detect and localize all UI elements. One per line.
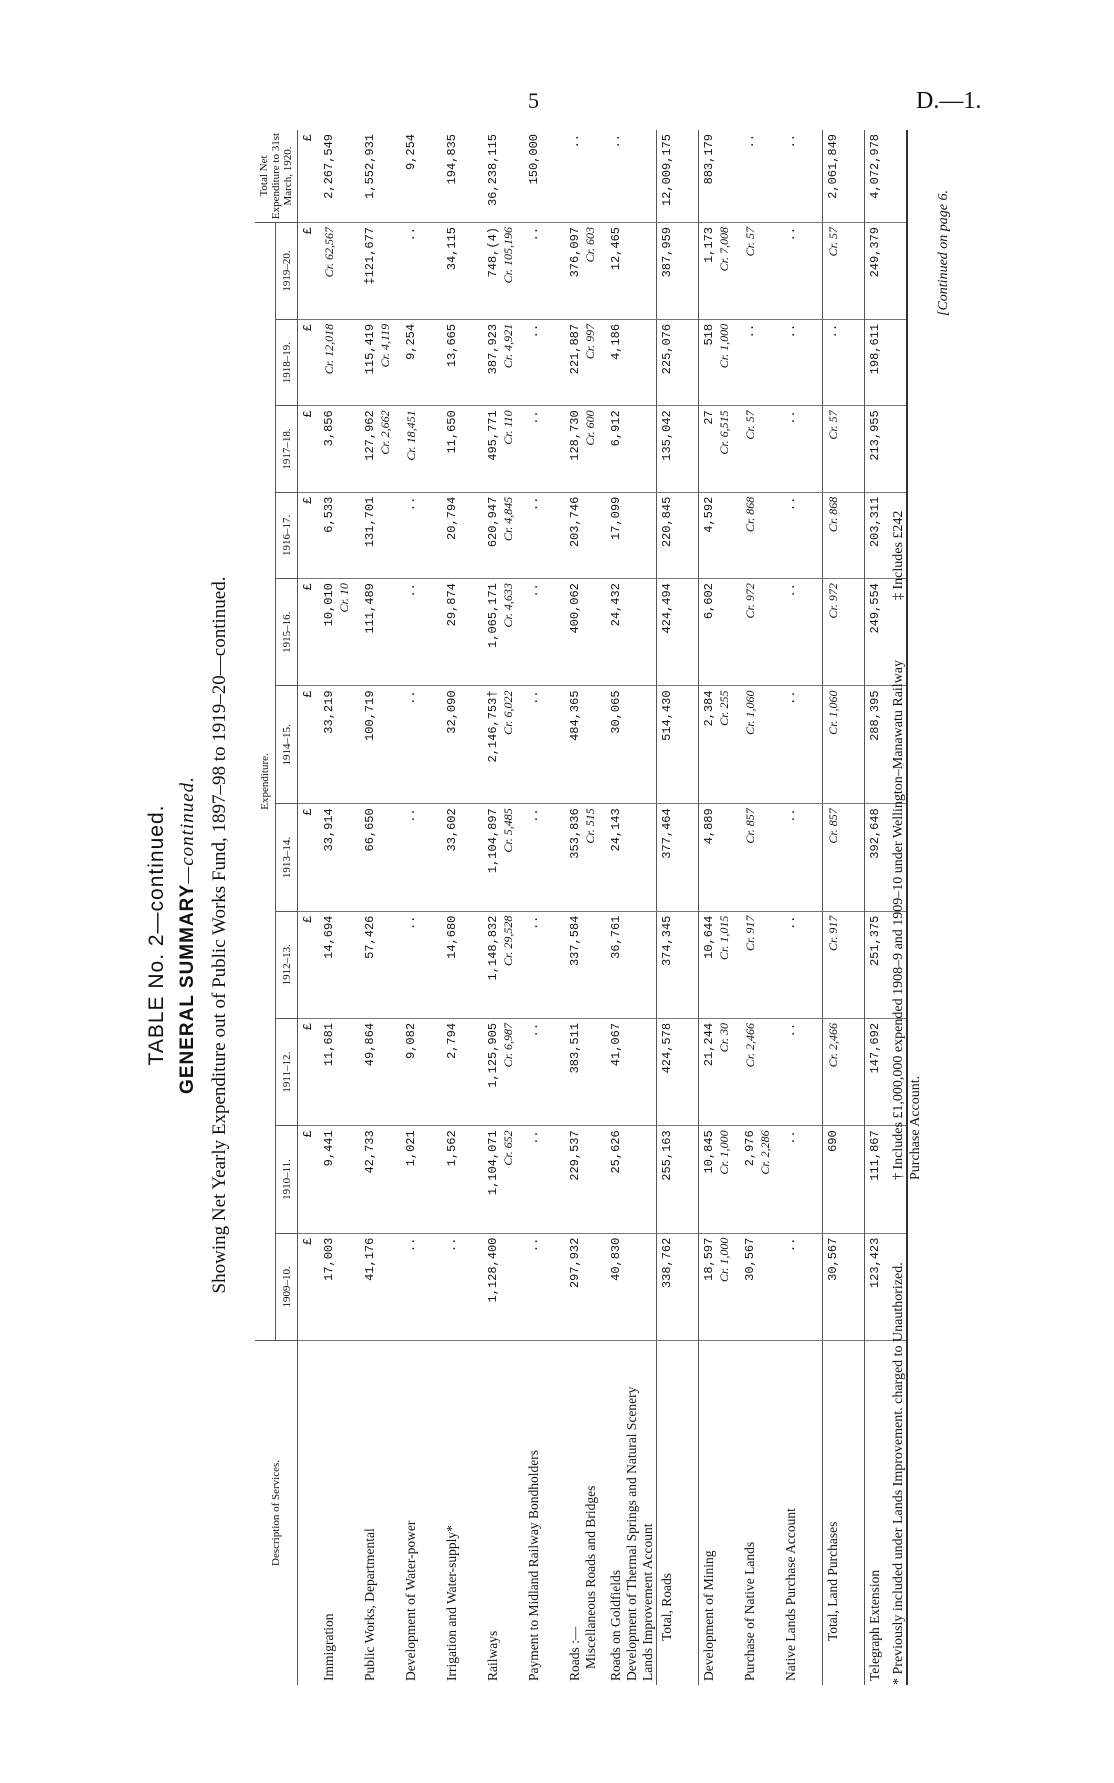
cell-value: Cr. 57 (823, 223, 865, 320)
cell-value: 10,845 Cr. 1,000 (699, 1126, 741, 1233)
table-row (565, 130, 606, 1685)
cell-value: 14,694 (319, 911, 360, 1018)
cell-value: 32,090 (442, 686, 483, 804)
cell-value: 111,867 (865, 1126, 908, 1233)
cell-value: .. (401, 804, 442, 911)
cell-value: ‡121,677 (360, 223, 401, 320)
currency-symbol: £ (298, 130, 320, 223)
row-description: Native Lands Purchase Account (783, 1508, 798, 1681)
cell-value: 424,578 (657, 1018, 699, 1125)
currency-symbol: £ (298, 1018, 320, 1125)
row-description: Immigration (321, 1613, 336, 1681)
cell-value: 14,680 (442, 911, 483, 1018)
cell-value: 131,701 (360, 492, 401, 578)
cell-value: 18,597 Cr. 1,000 (699, 1233, 741, 1340)
cell-value: .. (524, 492, 565, 578)
year-header: 1915–16. (276, 579, 298, 686)
cell-value: .. (781, 319, 823, 405)
year-header: 1918–19. (276, 319, 298, 405)
cell-value: 620,947 Cr. 4,845 (483, 492, 524, 578)
cell-value: 337,584 (565, 911, 606, 1018)
cell-value: Cr. 62,567 (319, 223, 360, 320)
cell-value: Cr. 57 (740, 406, 781, 492)
cell-value: 338,762 (657, 1233, 699, 1340)
cell-value: 11,650 (442, 406, 483, 492)
table-row (524, 130, 565, 1685)
document-code: D.—1. (916, 88, 982, 114)
cell-value: 6,912 (606, 406, 657, 492)
row-description: Telegraph Extension (865, 1341, 908, 1686)
cell-value: 203,311 (865, 492, 908, 578)
cell-value: Cr. 57 (823, 406, 865, 492)
cell-value: .. (524, 804, 565, 911)
cell-value: 24,143 (606, 804, 657, 911)
cell-value: 36,238,115 (483, 130, 524, 223)
cell-value: .. (524, 223, 565, 320)
year-header: 1914–15. (276, 686, 298, 804)
row-description: Roads on Goldfields Development of Thermal Springs and Natural Scenery Lands Improvement Account (608, 1386, 655, 1681)
cell-value: 4,592 (699, 492, 741, 578)
cell-value: 41,067 (606, 1018, 657, 1125)
cell-value: 1,148,832 Cr. 29,528 (483, 911, 524, 1018)
cell-value: 194,835 (442, 130, 483, 223)
subtitle-continued: —continued. (177, 776, 198, 884)
footnote-star: * Previously included under Lands Improvement. charged to Unauthorized. (891, 1262, 906, 1685)
cell-value: .. (524, 406, 565, 492)
currency-symbol: £ (298, 804, 320, 911)
cell-value: 24,432 (606, 579, 657, 686)
cell-value: 2,976 Cr. 2,286 (740, 1126, 781, 1233)
cell-value: 66,650 (360, 804, 401, 911)
cell-value: 25,626 (606, 1126, 657, 1233)
cell-value: 12,465 (606, 223, 657, 320)
cell-value: Cr. 1,060 (823, 686, 865, 804)
cell-value: 49,864 (360, 1018, 401, 1125)
cell-value: 2,384 Cr. 255 (699, 686, 741, 804)
year-header: 1919–20. (276, 223, 298, 320)
cell-value: 6,533 (319, 492, 360, 578)
cell-value: 33,914 (319, 804, 360, 911)
cell-value: 36,761 (606, 911, 657, 1018)
cell-value: 147,692 (865, 1018, 908, 1125)
cell-value: 10,644 Cr. 1,015 (699, 911, 741, 1018)
cell-value: 1,552,931 (360, 130, 401, 223)
table-row (360, 130, 401, 1685)
cell-value: .. (781, 1233, 823, 1340)
cell-value: 220,845 (657, 492, 699, 578)
cell-value: 11,681 (319, 1018, 360, 1125)
cell-value: .. (823, 319, 865, 405)
cell-value: Cr. 972 (740, 579, 781, 686)
cell-value: .. (740, 319, 781, 405)
cell-value: 288,395 (865, 686, 908, 804)
cell-value: Cr. 857 (740, 804, 781, 911)
row-description: Development of Mining (701, 1550, 716, 1681)
table-subtitle (177, 130, 199, 1740)
cell-value: Cr. 57 (740, 223, 781, 320)
cell-value: 100,719 (360, 686, 401, 804)
cell-value: 1,065,171 Cr. 4,633 (483, 579, 524, 686)
cell-value: 2,794 (442, 1018, 483, 1125)
cell-value: 150,000 (524, 130, 565, 223)
cell-value: 4,072,978 (865, 130, 908, 223)
cell-value: .. (781, 686, 823, 804)
footnote-dagger: † Includes £1,000,000 expended 1908–9 and 1909–10 under Wellington–Manawatu Railway Purchase Account. (891, 659, 923, 1180)
year-header: 1911–12. (276, 1018, 298, 1125)
cell-value: .. (781, 492, 823, 578)
cell-value: 27 Cr. 6,515 (699, 406, 741, 492)
cell-value: 514,430 (657, 686, 699, 804)
cell-value: 1,021 (401, 1126, 442, 1233)
cell-value: 883,179 (699, 130, 741, 223)
cell-value: 34,115 (442, 223, 483, 320)
row-description: Purchase of Native Lands (742, 1541, 757, 1681)
cell-value: 135,042 (657, 406, 699, 492)
cell-value: 374,345 (657, 911, 699, 1018)
table-row (483, 130, 524, 1685)
cell-value: .. (401, 686, 442, 804)
total-header: Total Net Expenditure to 31st March, 1920. (255, 130, 298, 223)
table-description: Showing Net Yearly Expenditure out of Public Works Fund, 1897–98 to 1919–20—continued. (209, 576, 230, 1294)
cell-value: 1,128,400 (483, 1233, 524, 1340)
cell-value: 484,365 (565, 686, 606, 804)
cell-value: 495,771 Cr. 110 (483, 406, 524, 492)
cell-value: 57,426 (360, 911, 401, 1018)
cell-value: .. (781, 223, 823, 320)
cell-value: .. (524, 911, 565, 1018)
cell-value: .. (401, 223, 442, 320)
cell-value: 251,375 (865, 911, 908, 1018)
row-description: Total, Roads (657, 1341, 699, 1686)
cell-value: 424,494 (657, 579, 699, 686)
cell-value: 383,511 (565, 1018, 606, 1125)
cell-value: Cr. 18,451 (401, 406, 442, 492)
cell-value: .. (401, 911, 442, 1018)
cell-value: .. (524, 686, 565, 804)
year-header: 1917–18. (276, 406, 298, 492)
cell-value: 6,602 (699, 579, 741, 686)
cell-value: 1,104,897 Cr. 5,485 (483, 804, 524, 911)
expenditure-table (255, 130, 908, 1685)
table-row (442, 130, 483, 1685)
cell-value: 12,009,175 (657, 130, 699, 223)
cell-value: 17,003 (319, 1233, 360, 1340)
cell-value: 2,267,549 (319, 130, 360, 223)
cell-value: 748,(4) Cr. 105,196 (483, 223, 524, 320)
cell-value: .. (781, 130, 823, 223)
cell-value: 42,733 (360, 1126, 401, 1233)
cell-value: Cr. 917 (740, 911, 781, 1018)
page-number: 5 (528, 88, 539, 113)
cell-value: 30,567 (823, 1233, 865, 1340)
cell-value: .. (524, 579, 565, 686)
cell-value: .. (781, 1018, 823, 1125)
row-description: Roads :— Miscellaneous Roads and Bridges (567, 1485, 598, 1681)
currency-symbol: £ (298, 911, 320, 1018)
cell-value: 353,836 Cr. 515 (565, 804, 606, 911)
cell-value: .. (401, 492, 442, 578)
currency-symbol: £ (298, 223, 320, 320)
cell-value: .. (524, 1233, 565, 1340)
cell-value: 21,244 Cr. 30 (699, 1018, 741, 1125)
currency-symbol: £ (298, 579, 320, 686)
cell-value: 1,104,071 Cr. 652 (483, 1126, 524, 1233)
cell-value: .. (781, 911, 823, 1018)
row-description: Development of Water-power (403, 1520, 418, 1681)
cell-value: 225,076 (657, 319, 699, 405)
cell-value: .. (781, 804, 823, 911)
cell-value: 1,173 Cr. 7,008 (699, 223, 741, 320)
cell-value: .. (524, 319, 565, 405)
cell-value: 198,611 (865, 319, 908, 405)
cell-value: 387,923 Cr. 4,921 (483, 319, 524, 405)
cell-value: 377,464 (657, 804, 699, 911)
row-description: Public Works, Departmental (362, 1528, 377, 1681)
cell-value: 213,955 (865, 406, 908, 492)
cell-value: 127,962 Cr. 2,662 (360, 406, 401, 492)
cell-value: 4,889 (699, 804, 741, 911)
year-header: 1916–17. (276, 492, 298, 578)
cell-value: 41,176 (360, 1233, 401, 1340)
cell-value: 690 (823, 1126, 865, 1233)
cell-value: 29,874 (442, 579, 483, 686)
table-row (606, 130, 657, 1685)
table-row (823, 130, 865, 1685)
table-title: TABLE No. 2—continued. (145, 804, 168, 1066)
cell-value: 9,254 (401, 130, 442, 223)
currency-symbol: £ (298, 1233, 320, 1340)
cell-value: .. (442, 1233, 483, 1340)
cell-value: 2,061,849 (823, 130, 865, 223)
cell-value: Cr. 868 (740, 492, 781, 578)
row-description: Railways (485, 1630, 500, 1681)
year-header: 1913–14. (276, 804, 298, 911)
cell-value: 400,062 (565, 579, 606, 686)
currency-row (298, 130, 320, 1685)
cell-value: 9,082 (401, 1018, 442, 1125)
cell-value: 128,730 Cr. 600 (565, 406, 606, 492)
subtitle-bold: GENERAL SUMMARY (177, 883, 198, 1094)
cell-value: .. (401, 1233, 442, 1340)
footnote-ddagger: ‡ Includes £242 (891, 510, 906, 600)
cell-value: 9,254 (401, 319, 442, 405)
cell-value: 518 Cr. 1,000 (699, 319, 741, 405)
cell-value: .. (524, 1126, 565, 1233)
rotated-table-page (145, 130, 970, 1740)
cell-value: 387,959 (657, 223, 699, 320)
cell-value: 4,186 (606, 319, 657, 405)
currency-symbol: £ (298, 406, 320, 492)
cell-value: Cr. 12,018 (319, 319, 360, 405)
year-header: 1910–11. (276, 1126, 298, 1233)
cell-value: 40,830 (606, 1233, 657, 1340)
cell-value: .. (606, 130, 657, 223)
cell-value: 17,099 (606, 492, 657, 578)
cell-value: Cr. 972 (823, 579, 865, 686)
cell-value: 203,746 (565, 492, 606, 578)
cell-value: Cr. 917 (823, 911, 865, 1018)
cell-value: 123,423 (865, 1233, 908, 1340)
cell-value: 115,419 Cr. 4,119 (360, 319, 401, 405)
table-row (740, 130, 781, 1685)
cell-value: 3,856 (319, 406, 360, 492)
table-row (319, 130, 360, 1685)
desc-header: Description of Services. (255, 1341, 298, 1686)
cell-value: 13,665 (442, 319, 483, 405)
cell-value: 255,163 (657, 1126, 699, 1233)
cell-value: 229,537 (565, 1126, 606, 1233)
cell-value: 2,146,753† Cr. 6,022 (483, 686, 524, 804)
expenditure-header: Expenditure. (255, 223, 276, 1341)
cell-value: 30,065 (606, 686, 657, 804)
cell-value: 9,441 (319, 1126, 360, 1233)
cell-value: Cr. 857 (823, 804, 865, 911)
currency-symbol: £ (298, 1126, 320, 1233)
cell-value: 33,219 (319, 686, 360, 804)
row-description: Payment to Midland Railway Bondholders (526, 1450, 541, 1681)
cell-value: 111,489 (360, 579, 401, 686)
year-header: 1912–13. (276, 911, 298, 1018)
cell-value: .. (781, 406, 823, 492)
cell-value: .. (524, 1018, 565, 1125)
cell-value: 249,379 (865, 223, 908, 320)
year-header: 1909–10. (276, 1233, 298, 1340)
table-row (781, 130, 823, 1685)
cell-value: Cr. 2,466 (740, 1018, 781, 1125)
currency-symbol: £ (298, 686, 320, 804)
table-row (699, 130, 741, 1685)
currency-symbol: £ (298, 492, 320, 578)
cell-value: 392,648 (865, 804, 908, 911)
cell-value: 297,932 (565, 1233, 606, 1340)
cell-value: 1,562 (442, 1126, 483, 1233)
cell-value: 221,887 Cr. 997 (565, 319, 606, 405)
cell-value: .. (401, 579, 442, 686)
cell-value: .. (565, 130, 606, 223)
table-row (401, 130, 442, 1685)
continued-note: [Continued on page 6. (936, 190, 951, 316)
cell-value: .. (781, 1126, 823, 1233)
cell-value: 33,602 (442, 804, 483, 911)
cell-value: 1,125,905 Cr. 6,987 (483, 1018, 524, 1125)
row-description: Total, Land Purchases (823, 1341, 865, 1686)
row-description: Irrigation and Water-supply* (444, 1525, 459, 1681)
cell-value: Cr. 868 (823, 492, 865, 578)
currency-symbol: £ (298, 319, 320, 405)
cell-value: Cr. 1,060 (740, 686, 781, 804)
cell-value: 376,097 Cr. 603 (565, 223, 606, 320)
cell-value: 249,554 (865, 579, 908, 686)
table-row (657, 130, 699, 1685)
cell-value: Cr. 2,466 (823, 1018, 865, 1125)
cell-value: 20,794 (442, 492, 483, 578)
cell-value: .. (781, 579, 823, 686)
cell-value: 30,567 (740, 1233, 781, 1340)
cell-value: .. (740, 130, 781, 223)
cell-value: 10,010 Cr. 10 (319, 579, 360, 686)
